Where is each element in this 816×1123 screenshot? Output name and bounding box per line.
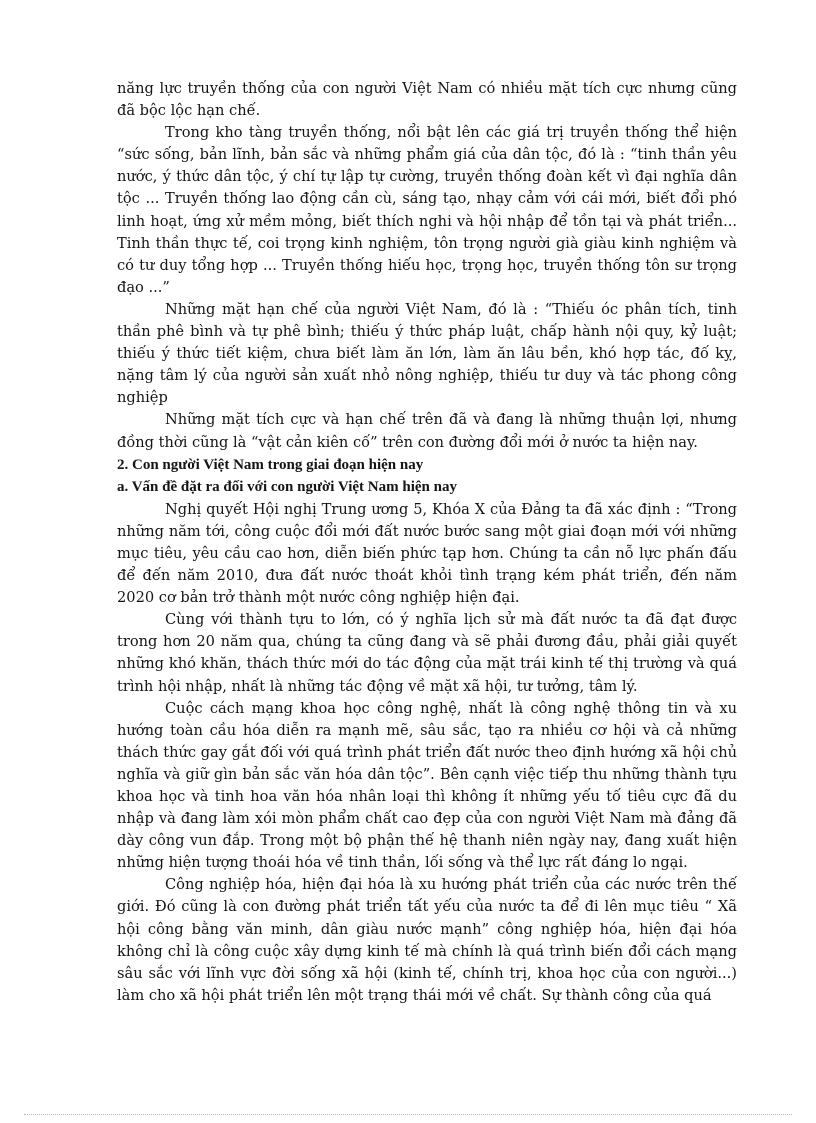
page-bottom-divider [24, 1114, 792, 1115]
paragraph-1: năng lực truyền thống của con người Việt Nam có nhiều mặt tích cực nhưng cũng đã bộc lộc hạn chế. [117, 80, 737, 120]
section-2a-heading: a. Vấn đề đặt ra đối với con người Việt Nam hiện nay [117, 479, 457, 496]
paragraph-7: Cuộc cách mạng khoa học công nghệ, nhất là công nghệ thông tin và xu hướng toàn cầu hóa diễn ra mạnh mẽ, sâu sắc, tạo ra nhiều cơ hội và cả những thách thức gay gắt đối với quá trình phát triển đất nước theo định hướng xã hội chủ nghĩa và giữ gìn bản sắc văn hóa dân tộc”. Bên cạnh việc tiếp thu những thành tựu khoa học và tinh hoa văn hóa nhân loại thì không ít những yếu tố tiêu cực đã du nhập và đang làm xói mòn phẩm chất cao đẹp của con người Việt Nam mà đảng đã dày công vun đắp. Trong một bộ phận thế hệ thanh niên ngày nay, đang xuất hiện những hiện tượng thoái hóa về tinh thần, lối sống và thể lực rất đáng lo ngại. [117, 699, 737, 872]
paragraph-4: Những mặt tích cực và hạn chế trên đã và đang là những thuận lợi, nhưng đồng thời cũng là “vật cản kiên cố” trên con đường đổi mới ở nước ta hiện nay. [117, 411, 737, 451]
paragraph-8: Công nghiệp hóa, hiện đại hóa là xu hướng phát triển của các nước trên thế giới. Đó cũng là con đường phát triển tất yếu của nước ta để đi lên mục tiêu “ Xã hội công bằng văn minh, dân giàu nước mạnh” công nghiệp hóa, hiện đại hóa không chỉ là công cuộc xây dựng kinh tế mà chính là quá trình biến đổi cách mạng sâu sắc với lĩnh vực đời sống xã hội (kinh tế, chính trị, khoa học của con người...) làm cho xã hội phát triển lên một trạng thái mới về chất. Sự thành công của quá [117, 876, 737, 1004]
paragraph-2: Trong kho tàng truyền thống, nổi bật lên các giá trị truyền thống thể hiện “sức sống, bản lĩnh, bản sắc và những phẩm giá của dân tộc, đó là : “tinh thần yêu nước, ý thức dân tộc, ý chí tự lập tự cường, truyền thống đoàn kết vì đại nghĩa dân tộc ... Truyền thống lao động cần cù, sáng tạo, nhạy cảm với cái mới, biết đổi phó linh hoạt, ứng xử mềm mỏng, biết thích nghi và hội nhập để tồn tại và phát triển... Tinh thần thực tế, coi trọng kinh nghiệm, tôn trọng người già giàu kinh nghiệm và có tư duy tổng hợp ... Truyền thống hiếu học, trọng học, truyền thống tôn sư trọng đạo ...” [117, 124, 737, 296]
section-2-heading: 2. Con người Việt Nam trong giai đoạn hiện nay [117, 456, 424, 473]
paragraph-5: Nghị quyết Hội nghị Trung ương 5, Khóa X của Đảng ta đã xác định : “Trong những năm tới, công cuộc đổi mới đất nước bước sang một giai đoạn mới với những mục tiêu, yêu cầu cao hơn, diễn biến phức tạp hơn. Chúng ta cần nỗ lực phấn đấu để đến năm 2010, đưa đất nước thoát khỏi tình trạng kém phát triển, đến năm 2020 cơ bản trở thành một nước công nghiệp hiện đại. [117, 500, 737, 607]
page-body [117, 78, 737, 1007]
paragraph-6: Cùng với thành tựu to lớn, có ý nghĩa lịch sử mà đất nước ta đã đạt được trong hơn 20 năm qua, chúng ta cũng đang và sẽ phải đương đầu, phải giải quyết những khó khăn, thách thức mới do tác động của mặt trái kinh tế thị trường và quá trình hội nhập, nhất là những tác động về mặt xã hội, tư tưởng, tâm lý. [117, 611, 737, 695]
paragraph-3: Những mặt hạn chế của người Việt Nam, đó là : “Thiếu óc phân tích, tinh thần phê bình và tự phê bình; thiếu ý thức pháp luật, chấp hành nội quy, kỷ luật; thiếu ý thức tiết kiệm, chưa biết làm ăn lớn, làm ăn lâu bền, khó hợp tác, đố kỵ, nặng tâm lý của người sản xuất nhỏ nông nghiệp, thiếu tư duy và tác phong công nghiệp [117, 300, 737, 407]
